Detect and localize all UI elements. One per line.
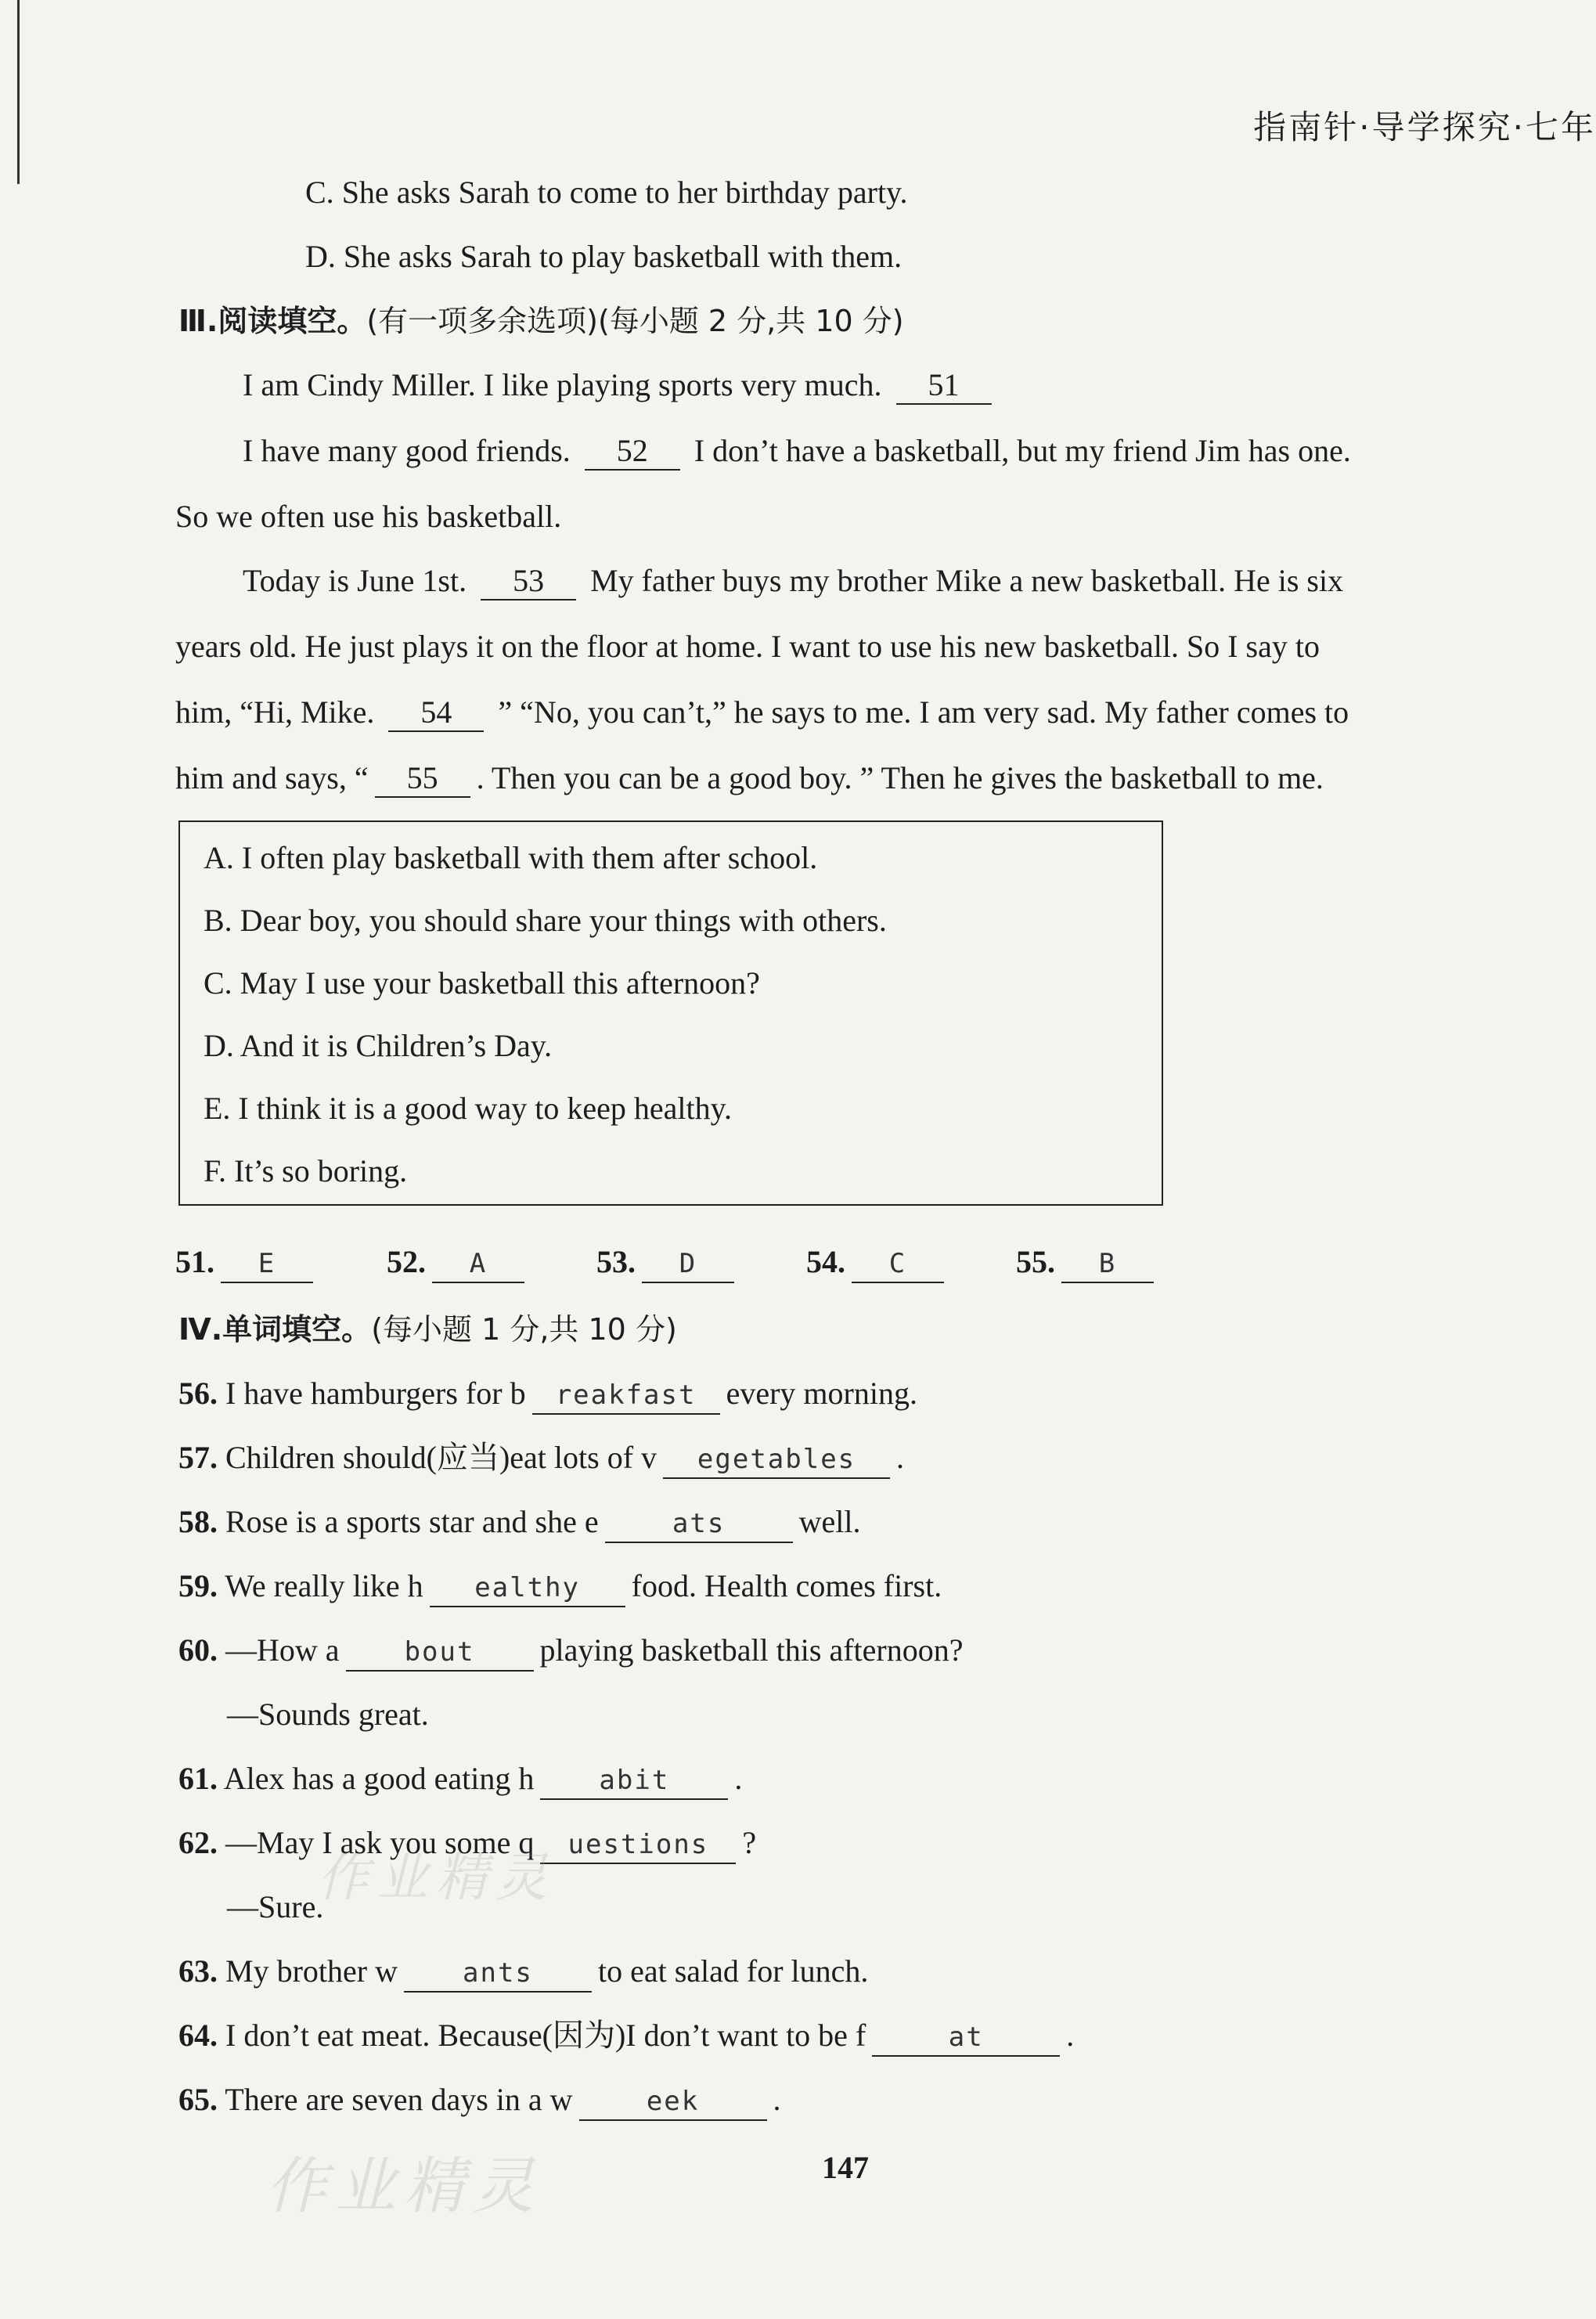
question-number: 59.	[178, 1568, 218, 1603]
watermark: 作业精灵	[317, 1848, 555, 1908]
answer-blank[interactable]: egetables	[663, 1441, 890, 1479]
blank-52: 52	[585, 433, 680, 471]
section-4-heading	[178, 1309, 677, 1350]
question-number: 62.	[178, 1825, 218, 1860]
question-text: .	[734, 1761, 743, 1796]
passage-text: I don’t have a basketball, but my friend Jim has one.	[694, 433, 1351, 468]
passage-text: I am Cindy Miller. I like playing sports very much.	[243, 367, 882, 402]
question-text: to eat salad for lunch.	[597, 1953, 869, 1989]
passage-line-6	[175, 692, 1349, 733]
option-b: B. Dear boy, you should share your things with others.	[204, 903, 887, 938]
question-number: 55.	[1016, 1244, 1055, 1279]
question-number: 52.	[387, 1244, 426, 1279]
question-60-reply: —Sounds great.	[227, 1697, 429, 1732]
question-number: 61.	[178, 1761, 218, 1796]
question-62-reply: —Sure.	[227, 1889, 324, 1924]
question-number: 53.	[596, 1244, 636, 1279]
answer-blank[interactable]: ats	[605, 1506, 793, 1543]
question-text: .	[1066, 2018, 1075, 2053]
question-number: 63.	[178, 1953, 218, 1989]
answer-52	[387, 1243, 531, 1283]
prev-option-d	[305, 236, 902, 277]
option-d: D. And it is Children’s Day.	[204, 1028, 553, 1063]
answer-blank[interactable]: B	[1061, 1246, 1154, 1283]
question-text: —May I ask you some q	[225, 1825, 535, 1860]
binding-line	[17, 0, 20, 184]
answer-blank[interactable]: ants	[404, 1955, 592, 1993]
answer-blank[interactable]: D	[642, 1246, 734, 1283]
answer-55	[1016, 1243, 1160, 1283]
prev-option-c-letter: C.	[305, 175, 334, 210]
question-text: I have hamburgers for b	[225, 1376, 526, 1411]
prev-option-c-text: She asks Sarah to come to her birthday party.	[341, 175, 908, 210]
question-text: well.	[798, 1504, 861, 1539]
question-text: We really like h	[225, 1568, 423, 1603]
question-number: 65.	[178, 2082, 218, 2117]
answer-blank[interactable]: at	[872, 2019, 1060, 2057]
answers-row	[0, 1243, 1596, 1290]
passage-text: ” “No, you can’t,” he says to me. I am very sad. My father comes to	[498, 694, 1349, 730]
prev-option-d-text: She asks Sarah to play basketball with them.	[343, 239, 902, 274]
question-text: Rose is a sports star and she e	[225, 1504, 599, 1539]
question-number: 60.	[178, 1632, 218, 1668]
passage-line-4	[243, 561, 1343, 601]
answer-blank[interactable]: uestions	[540, 1827, 736, 1864]
passage-text: him and says, “	[175, 760, 369, 795]
section-3-title: Ⅲ.阅读填空。	[178, 304, 367, 338]
options-box	[178, 820, 1163, 1206]
question-63	[178, 1951, 868, 1993]
answer-blank[interactable]: ealthy	[430, 1570, 625, 1607]
passage-text: . Then you can be a good boy. ” Then he gives the basketball to me.	[476, 760, 1324, 795]
answer-54	[806, 1243, 950, 1283]
answer-blank[interactable]: bout	[346, 1634, 534, 1672]
prev-option-d-letter: D.	[305, 239, 336, 274]
question-text: Alex has a good eating h	[223, 1761, 535, 1796]
question-57	[178, 1437, 904, 1479]
option-a: A. I often play basketball with them after school.	[204, 840, 818, 875]
answer-blank[interactable]: abit	[540, 1762, 728, 1800]
question-text: My brother w	[225, 1953, 398, 1989]
question-text: every morning.	[726, 1376, 917, 1411]
passage-text: My father buys my brother Mike a new basketball. He is six	[590, 563, 1344, 598]
blank-53: 53	[481, 563, 576, 600]
question-59	[178, 1566, 942, 1607]
passage-line-2	[243, 431, 1351, 471]
section-4-note: (每小题 1 分,共 10 分)	[371, 1312, 677, 1347]
option-f: F. It’s so boring.	[204, 1153, 408, 1188]
watermark: 作业精灵	[266, 2151, 542, 2222]
question-56	[178, 1373, 917, 1415]
passage-line-1	[243, 365, 998, 406]
passage-text: I have many good friends.	[243, 433, 571, 468]
question-text: Children should(应当)eat lots of v	[225, 1440, 657, 1475]
question-number: 57.	[178, 1440, 218, 1475]
prev-option-c	[305, 172, 907, 213]
passage-text: him, “Hi, Mike.	[175, 694, 375, 730]
question-number: 58.	[178, 1504, 218, 1539]
answer-blank[interactable]: E	[221, 1246, 313, 1283]
question-58	[178, 1502, 860, 1543]
question-text: ?	[742, 1825, 757, 1860]
blank-51: 51	[896, 367, 992, 405]
section-3-note: (有一项多余选项)(每小题 2 分,共 10 分)	[366, 304, 904, 338]
question-text: .	[773, 2082, 781, 2117]
page-number: 147	[822, 2150, 869, 2185]
question-number: 54.	[806, 1244, 845, 1279]
option-c: C. May I use your basketball this afternoon?	[204, 965, 760, 1001]
question-60	[178, 1630, 964, 1672]
answer-blank[interactable]: eek	[579, 2083, 767, 2121]
question-number: 51.	[175, 1244, 214, 1279]
passage-line-3: So we often use his basketball.	[175, 499, 562, 534]
question-text: There are seven days in a w	[225, 2082, 573, 2117]
blank-55: 55	[375, 760, 470, 798]
question-text: —How a	[225, 1632, 340, 1668]
passage-text: Today is June 1st.	[243, 563, 467, 598]
blank-54: 54	[388, 694, 484, 732]
answer-blank[interactable]: A	[432, 1246, 524, 1283]
section-4-title: Ⅳ.单词填空。	[178, 1312, 372, 1347]
question-number: 56.	[178, 1376, 218, 1411]
passage-line-7	[175, 758, 1324, 799]
answer-53	[596, 1243, 740, 1283]
option-e: E. I think it is a good way to keep healthy.	[204, 1091, 733, 1126]
answer-blank[interactable]: reakfast	[532, 1377, 720, 1415]
question-text: .	[896, 1440, 905, 1475]
question-text: playing basketball this afternoon?	[539, 1632, 964, 1668]
answer-51	[175, 1243, 319, 1283]
question-64	[178, 2015, 1074, 2057]
page-header: 指南针·导学探究·七年	[1253, 108, 1596, 146]
passage-line-5: years old. He just plays it on the floor at home. I want to use his new basketball. So I say to	[175, 629, 1320, 664]
answer-blank[interactable]: C	[852, 1246, 944, 1283]
question-61	[178, 1758, 742, 1800]
section-3-heading	[178, 301, 904, 341]
question-text: I don’t eat meat. Because(因为)I don’t want to be f	[225, 2018, 866, 2053]
question-65	[178, 2079, 781, 2121]
question-text: food. Health comes first.	[631, 1568, 942, 1603]
question-number: 64.	[178, 2018, 218, 2053]
